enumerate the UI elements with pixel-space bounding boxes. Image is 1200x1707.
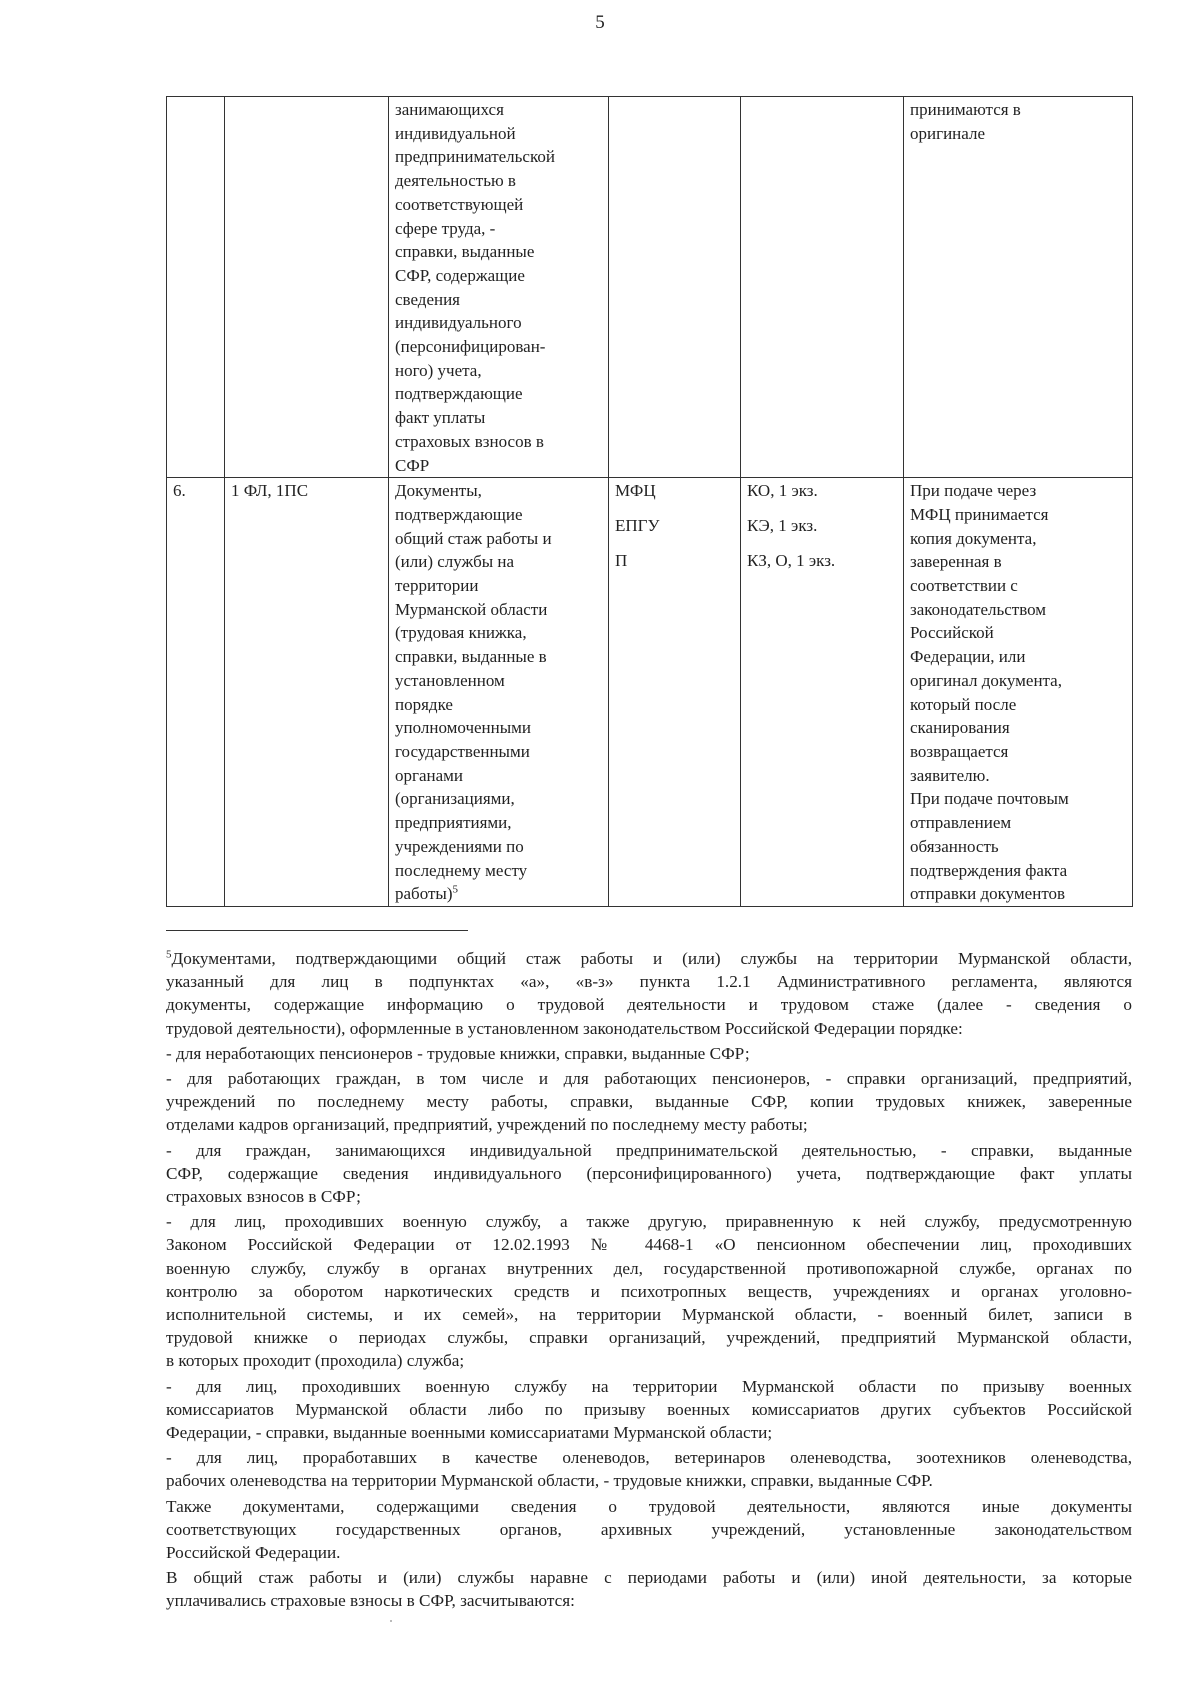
- footnote-line: [166, 1446, 1132, 1469]
- cell-text-line: предпринимательской: [395, 147, 555, 167]
- footnote-text: - для неработающих пенсионеров - трудовые книжки, справки, выданные СФР;: [166, 1043, 750, 1063]
- footnote-line: [166, 1090, 1132, 1113]
- footnote-text: в которых проходит (проходила) служба;: [166, 1351, 465, 1371]
- cell-text-line: соответствующей: [395, 194, 524, 214]
- footnote-text: трудовой деятельности), оформленные в установленном законодательством Российской Федерации порядке:: [166, 1018, 963, 1038]
- footnote-line: [166, 1518, 1132, 1541]
- footnote-text: Законом Российской Федерации от 12.02.1993 № 4468-1 «О пенсионном обеспечении лиц, проходивших: [166, 1235, 1132, 1255]
- footnote-text: Федерации, - справки, выданные военными комиссариатами Мурманской области;: [166, 1423, 773, 1443]
- footnote-text: - для граждан, занимающихся индивидуальной предпринимательской деятельностью, - справки, выданные: [166, 1140, 1132, 1160]
- cell-text-line: Мурманской области: [395, 599, 548, 619]
- cell-text-line: работы)$^5$: [395, 883, 458, 904]
- footnote-line: [166, 1303, 1132, 1326]
- footnote-paragraph: [166, 947, 1132, 1040]
- footnote-line: [166, 1495, 1132, 1518]
- cell-channel: [609, 478, 741, 907]
- footnote-line: [166, 1210, 1132, 1233]
- cell-copies: [741, 478, 904, 907]
- footnote-text: - для работающих граждан, в том числе и для работающих пенсионеров, - справки организаций, предприятий,: [166, 1069, 1132, 1089]
- cell-text-line: При подаче через: [910, 481, 1037, 501]
- cell-text-line: СФР, содержащие: [395, 265, 525, 285]
- footnote-paragraph: [166, 1210, 1132, 1372]
- cell-text-line: КЗ, О, 1 экз.: [747, 550, 836, 570]
- cell-text-line: сфере труда, -: [395, 218, 496, 238]
- footnote-text: военную службу, службу в органах внутренних дел, государственной противопожарной службе, органах по: [166, 1258, 1132, 1278]
- cell-text-line: органами: [395, 765, 464, 785]
- cell-text-line: деятельностью в: [395, 171, 516, 191]
- cell-text-line: факт уплаты: [395, 408, 486, 428]
- cell-text-line: (персонифицирован-: [395, 337, 546, 357]
- cell-text-line: сведения: [395, 289, 461, 309]
- cell-text-line: справки, выданные в: [395, 647, 547, 667]
- table-row: [167, 97, 1133, 478]
- footnote-reference: 5: [452, 883, 458, 896]
- footnote-line: [166, 1566, 1132, 1589]
- page-number: 5: [595, 12, 605, 33]
- footnote-text: учреждений по последнему месту работы, справки, выданные СФР, копии трудовых книжек, заверенные: [166, 1092, 1132, 1112]
- cell-channel: [609, 97, 741, 478]
- documents-table: [166, 96, 1133, 907]
- cell-text-line: отправлением: [910, 813, 1012, 833]
- cell-text-line: заявителю.: [910, 765, 990, 785]
- footnote-paragraph: [166, 1067, 1132, 1137]
- cell-text-line: (организациями,: [395, 789, 515, 809]
- cell-text-line: подтверждения факта: [910, 860, 1068, 880]
- cell-text-line: П: [615, 550, 628, 570]
- cell-text-line: отправки документов: [910, 884, 1066, 904]
- cell-document: [389, 478, 609, 907]
- cell-document: [389, 97, 609, 478]
- cell-text-line: индивидуальной: [395, 123, 516, 143]
- cell-text-line: оригинале: [910, 123, 985, 143]
- footnote-line: [166, 1375, 1132, 1398]
- footnote-line: [166, 1185, 1132, 1208]
- footnote-text: комиссариатов Мурманской области либо по призыву военных комиссариатов других субъектов Российской: [166, 1399, 1132, 1419]
- footnote-paragraph: [166, 1042, 1132, 1065]
- cell-note: [904, 97, 1133, 478]
- footnote-separator: [166, 930, 468, 931]
- cell-text-line: подтверждающие: [395, 504, 523, 524]
- cell-text-line: оригинал документа,: [910, 670, 1062, 690]
- footnote-line: [166, 1349, 1132, 1372]
- cell-text-line: Федерации, или: [910, 647, 1026, 667]
- footnote-text: Документами, подтверждающими общий стаж работы и (или) службы на территории Мурманской области,: [171, 949, 1132, 968]
- footnote-marker: 5: [166, 948, 172, 961]
- footnote-paragraph: [166, 1375, 1132, 1445]
- footnote-text: - для лиц, проходивших военную службу на территории Мурманской области по призыву военных: [166, 1376, 1132, 1396]
- cell-text-line: установленном: [395, 670, 505, 690]
- cell-number: [167, 97, 225, 478]
- footnote-line: [166, 1139, 1132, 1162]
- footnote-text: контролю за оборотом наркотических средств и психотропных веществ, учреждениях и органах уголовно-: [166, 1281, 1132, 1301]
- cell-text-line: КЭ, 1 экз.: [747, 515, 818, 535]
- footnote-line: [166, 1162, 1132, 1185]
- cell-text: 6.: [173, 481, 186, 501]
- cell-text-line: справки, выданные: [395, 242, 535, 262]
- cell-text-line: обязанность: [910, 836, 999, 856]
- cell-text-line: ЕПГУ: [615, 515, 660, 535]
- footnote-text: - для лиц, проработавших в качестве оленеводов, ветеринаров оленеводства, зоотехников оленеводства,: [166, 1448, 1132, 1468]
- footnote-text: исполнительной системы, и их семей», на территории Мурманской области, - военный билет, записи в: [166, 1305, 1132, 1325]
- table-row: [167, 478, 1133, 907]
- cell-text-line: копия документа,: [910, 528, 1037, 548]
- cell-text-line: уполномоченными: [395, 718, 532, 738]
- cell-text-line: ного) учета,: [395, 360, 482, 380]
- cell-text-line: государственными: [395, 741, 530, 761]
- cell-copies: [741, 97, 904, 478]
- footnote-text: указанный для лиц в подпунктах «а», «в-з» пункта 1.2.1 Административного регламента, являются: [166, 972, 1132, 992]
- cell-note: [904, 478, 1133, 907]
- cell-text-line: последнему месту: [395, 860, 528, 880]
- cell-text-line: (трудовая книжка,: [395, 623, 527, 643]
- footnote-line: [166, 970, 1132, 993]
- footnote-paragraph: [166, 1566, 1132, 1612]
- footnote-line: [166, 1589, 1132, 1612]
- footnote-text: В общий стаж работы и (или) службы наравне с периодами работы и (или) иной деятельности, за которые: [166, 1568, 1132, 1588]
- footnote-line: [166, 1326, 1132, 1349]
- footnote-line: [166, 1257, 1132, 1280]
- cell-text-line: общий стаж работы и: [395, 528, 552, 548]
- footnote-text: соответствующих государственных органов, архивных учреждений, установленные законодательством: [166, 1519, 1132, 1539]
- cell-text-line: предприятиями,: [395, 813, 512, 833]
- cell-text-line: Документы,: [395, 481, 482, 501]
- cell-text-line: законодательством: [910, 599, 1047, 619]
- footnote-line: [166, 1067, 1132, 1090]
- cell-text-line: индивидуального: [395, 313, 522, 333]
- footnote-text: рабочих оленеводства на территории Мурманской области, - трудовые книжки, справки, выданные СФР.: [166, 1471, 933, 1491]
- cell-text-line: страховых взносов в: [395, 431, 544, 451]
- footnote-line: [166, 1042, 1132, 1065]
- cell-text-line: сканирования: [910, 718, 1010, 738]
- cell-text: 1 ФЛ, 1ПС: [231, 481, 309, 501]
- scan-speck: [390, 1620, 392, 1622]
- cell-text-line: МФЦ: [615, 481, 656, 501]
- cell-applicant-code: [225, 97, 389, 478]
- cell-text-line: занимающихся: [395, 100, 504, 119]
- footnote-paragraph: [166, 1446, 1132, 1492]
- cell-text-line: заверенная в: [910, 552, 1002, 572]
- cell-text-line: КО, 1 экз.: [747, 481, 818, 501]
- footnote-line: [166, 1541, 1132, 1564]
- footnote-block: [166, 947, 1132, 1615]
- footnote-text: СФР, содержащие сведения индивидуального (персонифицированного) учета, подтверждающие факт уплаты: [166, 1163, 1132, 1183]
- footnote-line: [166, 1280, 1132, 1303]
- footnote-line: [166, 947, 1132, 970]
- cell-text-line: (или) службы на: [395, 552, 515, 572]
- cell-text-line: При подаче почтовым: [910, 789, 1069, 809]
- footnote-line: [166, 1113, 1132, 1136]
- footnote-text: Также документами, содержащими сведения о трудовой деятельности, являются иные документы: [166, 1496, 1132, 1516]
- footnote-line: [166, 1233, 1132, 1256]
- footnote-text: уплачивались страховые взносы в СФР, засчитываются:: [166, 1591, 575, 1611]
- cell-text-line: который после: [910, 694, 1017, 714]
- footnote-text: трудовой книжке о периодах службы, справки организаций, учреждений, предприятий Мурманской области,: [166, 1328, 1132, 1348]
- cell-text-line: возвращается: [910, 741, 1009, 761]
- cell-text-line: подтверждающие: [395, 384, 523, 404]
- cell-text-line: МФЦ принимается: [910, 504, 1049, 524]
- footnote-line: [166, 1469, 1132, 1492]
- footnote-text: документы, содержащие информацию о трудовой деятельности и трудовом стаже (далее - сведения о: [166, 995, 1132, 1015]
- footnote-line: [166, 1421, 1132, 1444]
- cell-number: [167, 478, 225, 907]
- cell-text-line: СФР: [395, 455, 430, 475]
- footnote-text: Российской Федерации.: [166, 1543, 341, 1563]
- cell-text-line: принимаются в: [910, 100, 1021, 119]
- footnote-text: - для лиц, проходивших военную службу, а также другую, приравненную к ней службу, предусмотренную: [166, 1212, 1132, 1232]
- cell-text-line: порядке: [395, 694, 453, 714]
- cell-text-line: соответствии с: [910, 576, 1018, 596]
- cell-text-line: учреждениями по: [395, 836, 524, 856]
- cell-text-line: Российской: [910, 623, 994, 643]
- cell-text-line: территории: [395, 576, 479, 596]
- footnote-line: [166, 993, 1132, 1016]
- footnote-paragraph: [166, 1495, 1132, 1565]
- cell-applicant-code: [225, 478, 389, 907]
- footnote-text: страховых взносов в СФР;: [166, 1187, 361, 1207]
- footnote-text: отделами кадров организаций, предприятий, учреждений по последнему месту работы;: [166, 1115, 808, 1135]
- footnote-paragraph: [166, 1139, 1132, 1209]
- footnote-line: [166, 1398, 1132, 1421]
- footnote-line: [166, 1017, 1132, 1040]
